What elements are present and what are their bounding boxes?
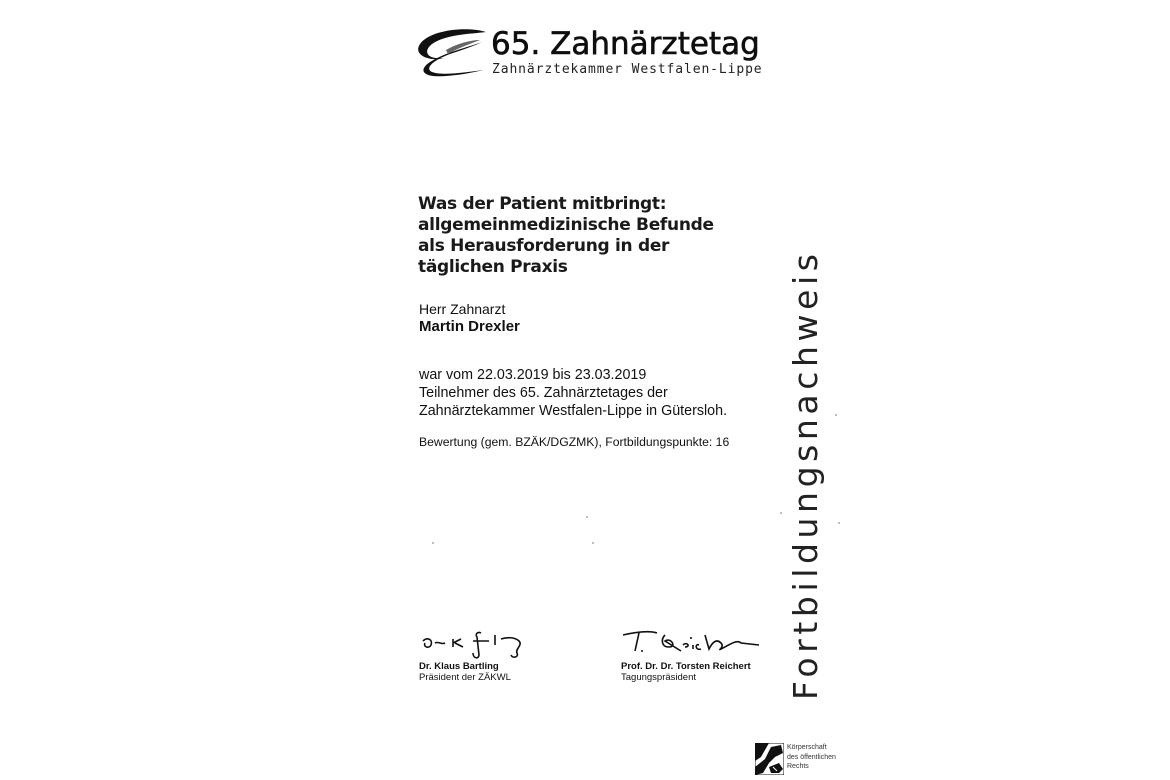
attendance-line: Teilnehmer des 65. Zahnärztetages der [419, 385, 668, 401]
logo-subtitle: Zahnärztekammer Westfalen-Lippe [492, 62, 763, 77]
recipient-block [419, 300, 520, 336]
signatory-role: Tagungspräsident [621, 672, 696, 683]
document-type-vertical-title: Fortbildungsnachweis [786, 249, 825, 700]
attendance-line: war vom 22.03.2019 bis 23.03.2019 [419, 367, 647, 383]
swoosh-logo-icon [416, 28, 488, 78]
public-body-seal [755, 743, 865, 779]
attendance-line: Zahnärztekammer Westfalen-Lippe in Gütersloh. [419, 403, 728, 419]
seal-text-line: Rechts [787, 763, 809, 770]
scan-speck [592, 542, 594, 544]
seal-text-line: des öffentlichen [787, 753, 836, 761]
signature-block-congress-president [621, 625, 761, 683]
recipient-salutation: Herr Zahnarzt [419, 301, 506, 317]
course-title-line: allgemeinmedizinische Befunde [418, 215, 714, 235]
course-title [418, 194, 714, 278]
course-title-line: als Herausforderung in der [418, 236, 670, 256]
logo-title: 65. Zahnärztetag [491, 26, 760, 62]
signature-icon [621, 625, 761, 661]
signature-block-president [419, 625, 539, 683]
scan-speck [838, 522, 840, 524]
signatory-name: Dr. Klaus Bartling [419, 661, 499, 672]
course-title-line: Was der Patient mitbringt: [418, 194, 667, 214]
signatory-name: Prof. Dr. Dr. Torsten Reichert [621, 661, 751, 672]
recipient-name: Martin Drexler [419, 318, 520, 335]
signature-icon [419, 625, 539, 661]
scan-speck [780, 512, 782, 514]
signatory-role: Präsident der ZÄKWL [419, 672, 511, 683]
attendance-statement [419, 366, 727, 420]
scan-speck [586, 516, 588, 518]
course-title-line: täglichen Praxis [418, 257, 568, 277]
seal-text-line: Körperschaft [787, 744, 827, 751]
scan-speck [835, 414, 837, 416]
event-logo [416, 26, 763, 86]
scan-speck [432, 542, 434, 544]
rating-points: Bewertung (gem. BZÄK/DGZMK), Fortbildungspunkte: 16 [419, 435, 730, 449]
seal-text [787, 743, 836, 772]
coat-of-arms-icon [755, 743, 784, 775]
